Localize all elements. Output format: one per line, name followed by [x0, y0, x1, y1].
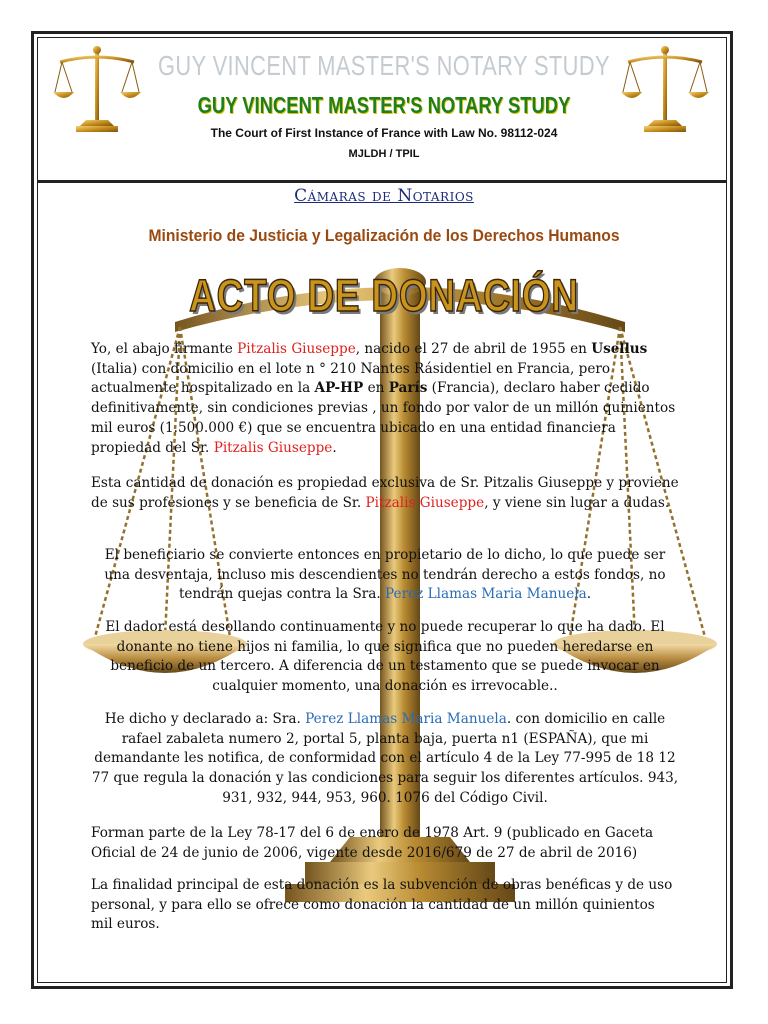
acto-title: ACTO DE DONACIÓN: [189, 270, 579, 321]
donor-name: Pitzalis Giuseppe: [237, 341, 356, 357]
paragraph-6: Forman parte de la Ley 78-17 del 6 de enero de 1978 Art. 9 (publicado en Gaceta Oficial de 24 de junio de 2006, vigente desde 2016/679 de 27 de abril de 2016): [91, 825, 654, 861]
paragraph-2: Esta cantidad de donación es propiedad exclusiva de Sr. Pitzalis Giuseppe y proviene de sus profesiones y se beneficia de Sr. Pitzalis Giuseppe, y viene sin lugar a dudas.: [91, 475, 679, 511]
paragraph-5: He dicho y declarado a: Sra. Perez Llamas Maria Manuela. con domicilio en calle rafael zabaleta numero 2, portal 5, planta baja, puerta n1 (ESPAÑA), que mi demandante les notifica, de conformidad con el artículo 4 de la Ley 77-995 de 18 12 77 que regula la donación y las condiciones para seguir los diferentes artículos. 943, 931, 932, 944, 953, 960. 1076 del Código Civil.: [91, 711, 679, 806]
header-divider: [37, 180, 727, 183]
donor-name: Pitzalis Giuseppe: [365, 494, 485, 511]
header-ghost-title: GUY VINCENT MASTER'S NOTARY STUDY: [158, 50, 610, 81]
paragraph-3: El beneficiario se convierte entonces en propietario de lo dicho, lo que puede ser una desventaja, incluso mis descendientes no tendrán derecho a estos fondos, no tendrán quejas contra la Sra. Perez Llamas Maria Manuela.: [104, 547, 666, 603]
paragraph-1: Yo, el abajo firmante Pitzalis Giuseppe, nacido el 27 de abril de 1955 en Usellus (Italia) con domicilio en el lote n ° 210 Nantes Rásidentiel en Francia, pero actualmente hospitalizado en la AP-HP en París (Francia), declaro haber cedido definitivamente, sin condiciones previas , un fondo por valor de un millón quinientos mil euros (1.500.000 €) que se encuentra ubicado en una entidad financiera propiedad del Sr. Pitzalis Giuseppe.: [91, 341, 676, 456]
header-title: GUY VINCENT MASTER'S NOTARY STUDY: [197, 92, 571, 118]
paragraph-7: La finalidad principal de esta donación es la subvención de obras benéficas y de uso personal, y para ello se ofrece como donación la cantidad de un millón quinientos mil euros.: [91, 877, 673, 933]
court-line: The Court of First Instance of France with Law No. 98112-024: [210, 126, 558, 140]
beneficiary-name: Perez Llamas Maria Manuela: [305, 711, 507, 727]
camaras-heading: Cámaras de Notarios: [294, 186, 474, 206]
beneficiary-name: Perez Llamas Maria Manuela: [385, 586, 587, 603]
reference-code: MJLDH / TPIL: [348, 148, 420, 160]
ministerio-heading: Ministerio de Justicia y Legalización de los Derechos Humanos: [148, 226, 620, 245]
donor-name: Pitzalis Giuseppe: [213, 439, 333, 456]
paragraph-4: El dador está desollando continuamente y no puede recuperar lo que ha dado. El donante no tiene hijos ni familia, lo que significa que no pueden heredarse en beneficio de un tercero. A diferencia de un testamento que se puede invocar en cualquier momento, una donación es irrevocable..: [105, 619, 665, 695]
